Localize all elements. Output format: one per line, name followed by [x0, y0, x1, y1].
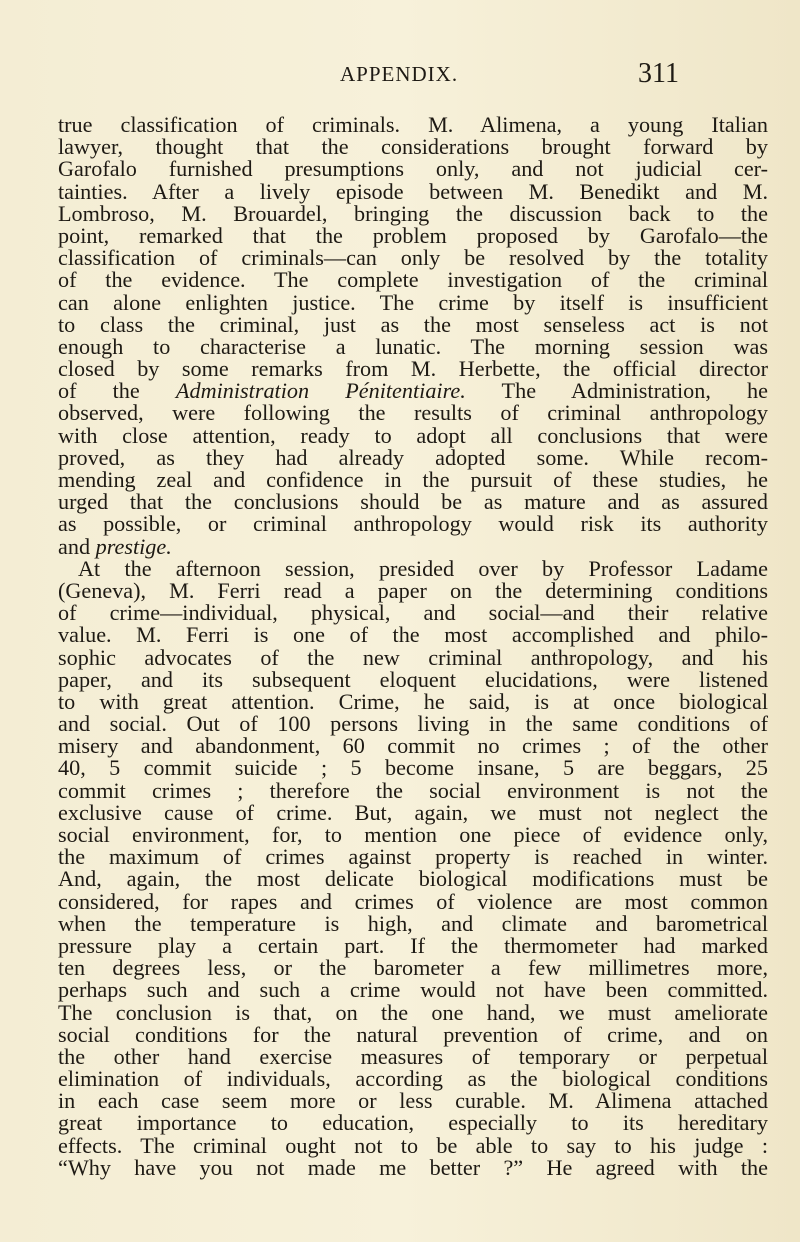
text-line: 40, 5 commit suicide ; 5 become insane, 5 are beggars, 25: [58, 755, 768, 781]
text-line: lawyer, thought that the considerations brought forward by: [58, 134, 768, 160]
text-line: as possible, or criminal anthropology would risk its authority: [58, 511, 768, 537]
text-line: to with great attention. Crime, he said, is at once biological: [58, 688, 768, 714]
text-line: (Geneva), M. Ferri read a paper on the determining conditions: [58, 577, 768, 603]
text-line: point, remarked that the problem proposed by Garofalo—the: [58, 222, 768, 248]
text-line: the maximum of crimes against property is reached in winter.: [58, 844, 768, 870]
text-line: sophic advocates of the new criminal anthropology, and his: [58, 644, 768, 670]
text-line: in each case seem more or less curable. M. Alimena attached: [58, 1088, 768, 1114]
text-line: social conditions for the natural prevention of crime, and on: [58, 1021, 768, 1047]
text-line: paper, and its subsequent eloquent elucidations, were listened: [58, 666, 768, 692]
text-line: Garofalo furnished presumptions only, and not judicial cer-: [58, 156, 768, 182]
text-line: of the evidence. The complete investigation of the criminal: [58, 267, 768, 293]
text-line: exclusive cause of crime. But, again, we must not neglect the: [58, 799, 768, 825]
text-line: the other hand exercise measures of temporary or perpetual: [58, 1043, 768, 1069]
text-line-mixed: [58, 533, 768, 559]
running-head: [0, 58, 800, 98]
line-suffix: The Administration, he: [465, 378, 768, 404]
text-line: effects. The criminal ought not to be able to say to his judge :: [58, 1132, 768, 1158]
text-line: true classification of criminals. M. Alimena, a young Italian: [58, 112, 768, 137]
text-line: value. M. Ferri is one of the most accomplished and philo-: [58, 622, 768, 648]
text-line: “Why have you not made me better ?” He agreed with the: [58, 1154, 768, 1180]
text-line-mixed: [58, 380, 768, 402]
text-line: to class the criminal, just as the most senseless act is not: [58, 311, 768, 337]
text-line: closed by some remarks from M. Herbette, the official director: [58, 356, 768, 382]
text-line: can alone enlighten justice. The crime by itself is insufficient: [58, 289, 768, 315]
paragraph-start: At the afternoon session, presided over by Professor Ladame: [78, 555, 768, 581]
text-line: urged that the conclusions should be as mature and as assured: [58, 489, 768, 515]
text-line: of crime—individual, physical, and social—and their relative: [58, 600, 768, 626]
text-line: great importance to education, especially to its hereditary: [58, 1110, 768, 1136]
text-line: Lombroso, M. Brouardel, bringing the discussion back to the: [58, 200, 768, 226]
text-line: observed, were following the results of criminal anthropology: [58, 400, 768, 426]
text-line: proved, as they had already adopted some. While recom-: [58, 444, 768, 470]
text-line: commit crimes ; therefore the social environment is not the: [58, 777, 768, 803]
text-line: misery and abandonment, 60 commit no crimes ; of the other: [58, 733, 768, 759]
italic-title: Administration Pénitentiaire.: [175, 378, 466, 404]
text-line: tainties. After a lively episode between M. Benedikt and M.: [58, 178, 768, 204]
text-line: pressure play a certain part. If the thermometer had marked: [58, 932, 768, 958]
body-text: [58, 114, 768, 1179]
text-line: perhaps such and such a crime would not have been committed.: [58, 977, 768, 1003]
line-prefix: and: [58, 533, 96, 559]
text-line: ten degrees less, or the barometer a few millimetres more,: [58, 955, 768, 981]
text-line: And, again, the most delicate biological modifications must be: [58, 866, 768, 892]
text-line: with close attention, ready to adopt all conclusions that were: [58, 422, 768, 448]
italic-word: prestige.: [95, 533, 172, 559]
text-line: social environment, for, to mention one piece of evidence only,: [58, 822, 768, 847]
text-line: mending zeal and confidence in the pursuit of these studies, he: [58, 467, 768, 492]
line-prefix: of the: [58, 378, 176, 404]
text-line: The conclusion is that, on the one hand, we must ameliorate: [58, 999, 768, 1025]
page-number: 311: [638, 58, 679, 89]
text-line: elimination of individuals, according as the biological conditions: [58, 1066, 768, 1092]
text-line: considered, for rapes and crimes of violence are most common: [58, 888, 768, 914]
running-title: APPENDIX.: [340, 62, 459, 86]
text-line: enough to characterise a lunatic. The morning session was: [58, 333, 768, 359]
text-line: and social. Out of 100 persons living in the same conditions of: [58, 711, 768, 737]
text-line: classification of criminals—can only be resolved by the totality: [58, 245, 768, 271]
text-line: when the temperature is high, and climate and barometrical: [58, 910, 768, 936]
